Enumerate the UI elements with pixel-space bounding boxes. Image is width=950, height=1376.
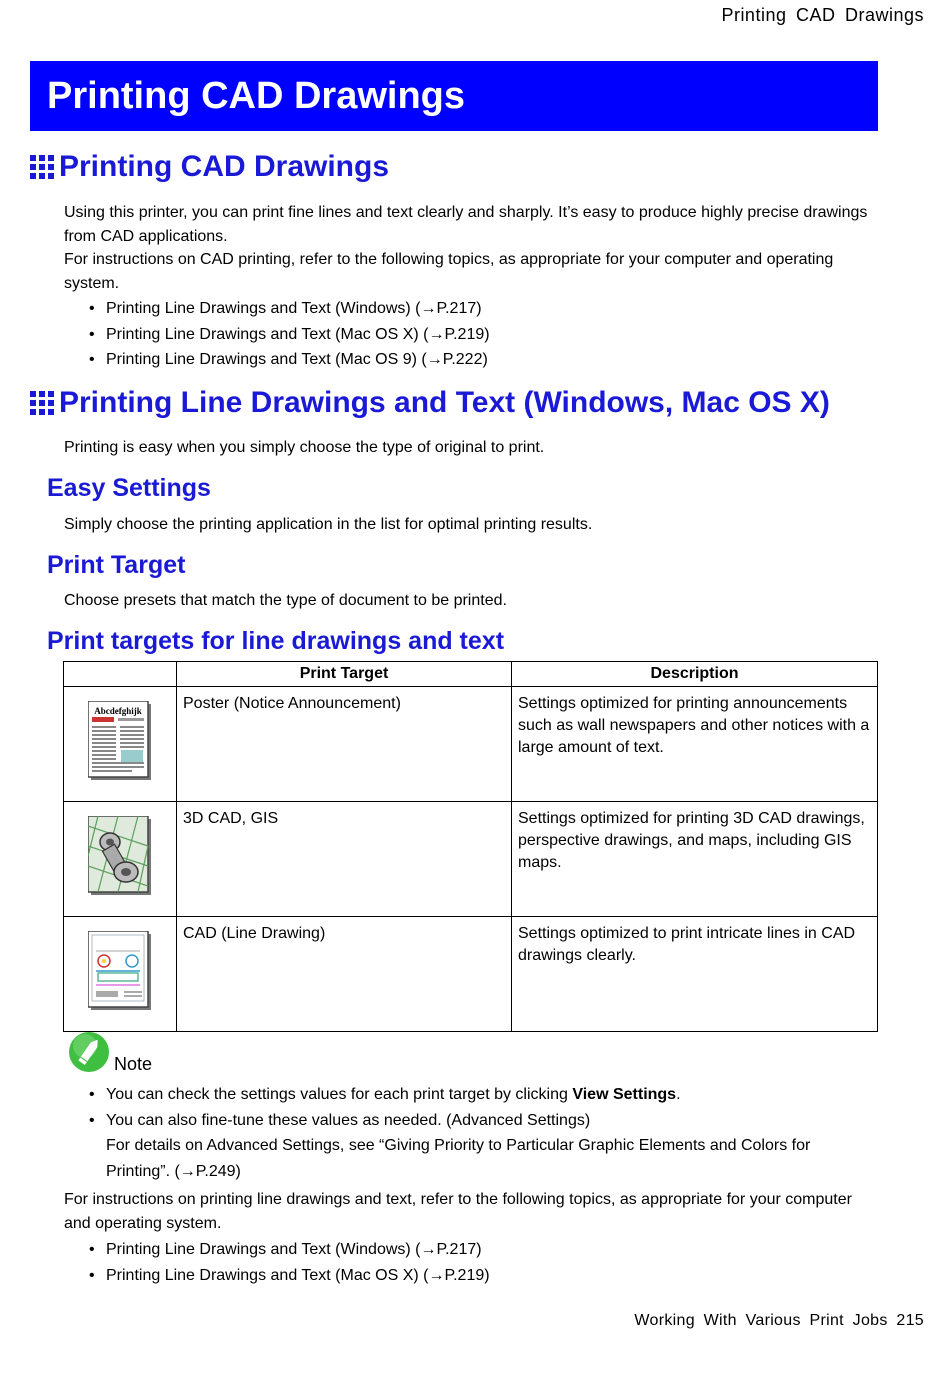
target-cell: Poster (Notice Announcement): [177, 687, 512, 802]
instructions-paragraph: For instructions on CAD printing, refer to the following topics, as appropriate for your computer and operating system.: [64, 251, 834, 292]
link-item[interactable]: • Printing Line Drawings and Text (Mac OS 9) (→P.222): [64, 347, 884, 373]
table-row: [64, 687, 878, 802]
running-header: Printing CAD Drawings: [721, 5, 924, 25]
closing-link-list: [64, 1237, 884, 1288]
target-cell: 3D CAD, GIS: [177, 802, 512, 917]
section2-intro: Printing is easy when you simply choose the type of original to print.: [64, 439, 545, 456]
note-item: [64, 1082, 854, 1108]
icon-cell: [64, 802, 177, 917]
target-cell: CAD (Line Drawing): [177, 917, 512, 1032]
note-item: [64, 1108, 854, 1185]
section-title: Printing Line Drawings and Text (Windows, Mac OS X): [59, 386, 830, 419]
3d-cad-gis-icon: [88, 816, 152, 896]
column-header-description: Description: [512, 662, 878, 687]
note-item-text: You can check the settings values for each print target by clicking: [106, 1086, 573, 1103]
table-row: [64, 802, 878, 917]
advanced-settings-reference[interactable]: For details on Advanced Settings, see “Giving Priority to Particular Graphic Elements and Colors for Printing”. (→P.249): [106, 1137, 811, 1180]
note-header: [68, 1031, 152, 1073]
chapter-banner: [30, 61, 878, 131]
icon-cell: [64, 917, 177, 1032]
cad-line-drawing-icon: [88, 931, 152, 1011]
section1-link-list: [64, 296, 884, 373]
intro-paragraph: Using this printer, you can print fine lines and text clearly and sharply. It’s easy to produce highly precise drawings from CAD applications.: [64, 204, 868, 245]
pencil-note-icon: [68, 1031, 110, 1073]
icon-column-header: [64, 662, 177, 687]
page-footer: [634, 1312, 924, 1330]
link-item[interactable]: • Printing Line Drawings and Text (Windows) (→P.217): [64, 1237, 884, 1263]
print-targets-table: [63, 661, 878, 1032]
print-target-heading: Print Target: [47, 551, 186, 579]
note-label: Note: [114, 1054, 153, 1074]
note-list: [64, 1082, 854, 1184]
section1-body: [64, 201, 884, 295]
note-item-suffix: .: [676, 1086, 681, 1103]
link-item[interactable]: • Printing Line Drawings and Text (Mac OS X) (→P.219): [64, 322, 884, 348]
link-item[interactable]: • Printing Line Drawings and Text (Mac OS X) (→P.219): [64, 1263, 884, 1289]
easy-settings-text: Simply choose the printing application in the list for optimal printing results.: [64, 516, 593, 533]
print-target-text: Choose presets that match the type of document to be printed.: [64, 592, 507, 609]
table-header-row: [64, 662, 878, 687]
view-settings-term: View Settings: [572, 1086, 677, 1103]
print-targets-heading: Print targets for line drawings and text: [47, 627, 505, 655]
section-title: Printing CAD Drawings: [59, 150, 390, 183]
description-cell: Settings optimized to print intricate lines in CAD drawings clearly.: [512, 917, 878, 1032]
poster-icon: [88, 701, 152, 781]
grid-icon: [30, 391, 54, 415]
section-heading-line-drawings: [30, 386, 830, 420]
page-number: 215: [896, 1312, 924, 1329]
table-row: [64, 917, 878, 1032]
column-header-print-target: Print Target: [177, 662, 512, 687]
closing-paragraph: For instructions on printing line drawings and text, refer to the following topics, as appropriate for your computer and operating system.: [64, 1191, 852, 1232]
easy-settings-heading: Easy Settings: [47, 474, 211, 502]
chapter-title: Printing CAD Drawings: [47, 75, 466, 117]
description-cell: Settings optimized for printing announcements such as wall newspapers and other notices with a large amount of text.: [512, 687, 878, 802]
section-heading-printing-cad: [30, 150, 389, 184]
footer-section-title: Working With Various Print Jobs: [634, 1312, 888, 1329]
icon-cell: [64, 687, 177, 802]
note-item-text: • You can also fine-tune these values as needed. (Advanced Settings): [106, 1111, 591, 1129]
description-cell: Settings optimized for printing 3D CAD drawings, perspective drawings, and maps, including GIS maps.: [512, 802, 878, 917]
poster-icon-text: Abcdefghijk: [94, 705, 142, 716]
grid-icon: [30, 155, 54, 179]
link-item[interactable]: • Printing Line Drawings and Text (Windows) (→P.217): [64, 296, 884, 322]
